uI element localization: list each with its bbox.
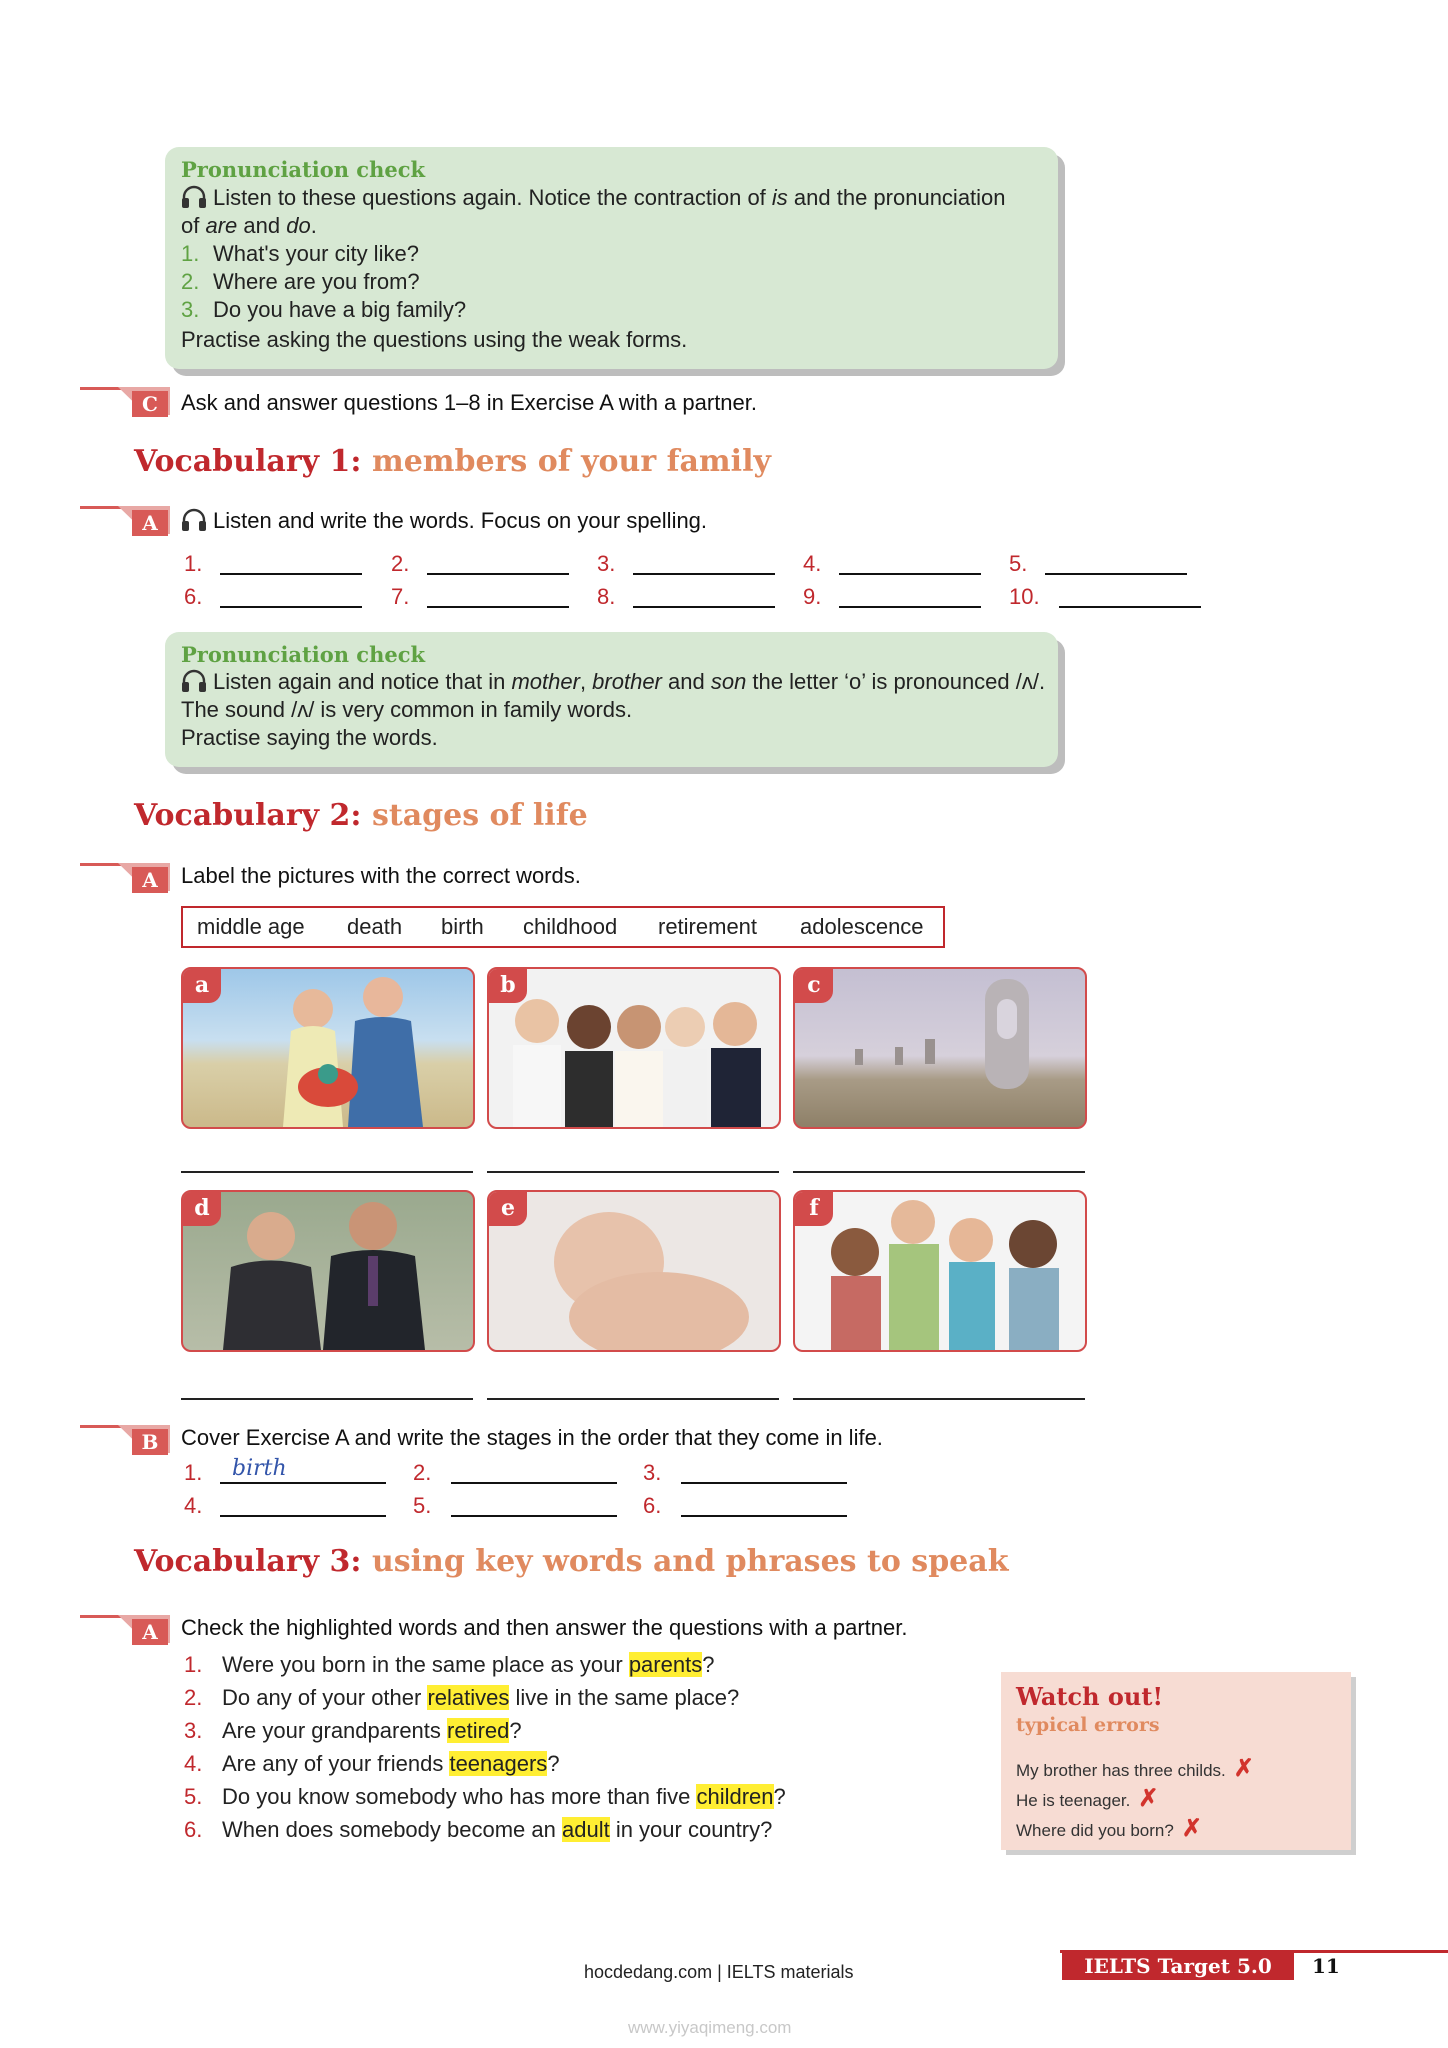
- word-box: [181, 906, 945, 948]
- answer-blank[interactable]: [184, 584, 202, 610]
- error-text: My brother has three childs.: [1016, 1761, 1226, 1780]
- highlighted-word: adult: [561, 1817, 610, 1842]
- answer-blank[interactable]: [803, 551, 821, 577]
- question-text: Were you born in the same place as your: [222, 1652, 629, 1677]
- error-text: He is teenager.: [1016, 1791, 1131, 1810]
- blank-number: 4.: [803, 551, 822, 576]
- order-blank[interactable]: [643, 1493, 661, 1519]
- word-item: death: [347, 914, 403, 939]
- exercise-instruction: Label the pictures with the correct words.: [181, 863, 581, 888]
- error-text: Where did you born?: [1016, 1821, 1174, 1840]
- order-blank[interactable]: [184, 1456, 287, 1486]
- exercise-tab-b: [80, 1422, 170, 1454]
- blank-number: 9.: [803, 584, 822, 609]
- watch-out-subtitle: typical errors: [1016, 1714, 1160, 1736]
- word-item: retirement: [658, 914, 758, 939]
- blank-number: 2.: [413, 1460, 432, 1485]
- blank-number: 1.: [184, 551, 203, 576]
- intro2-word-do: do: [286, 213, 311, 238]
- blank-number: 8.: [597, 584, 616, 609]
- exercise-tab-a: [80, 1612, 170, 1644]
- blank-number: 6.: [643, 1493, 662, 1518]
- item-number: 3.: [181, 297, 200, 322]
- intro2-word-are: are: [205, 213, 238, 238]
- question-item: [184, 1718, 522, 1744]
- photo-businessmen: [183, 1192, 473, 1350]
- typical-error: [1016, 1814, 1202, 1843]
- pronunciation-item: [181, 241, 419, 267]
- answer-blank[interactable]: [184, 551, 202, 577]
- section-heading-vocab2: [134, 798, 588, 833]
- exercise-letter: A: [132, 510, 168, 536]
- typical-error: [1016, 1784, 1158, 1813]
- line-text: the letter ‘o’ is pronounced /ʌ/.: [746, 669, 1046, 694]
- blank-number: 5.: [1009, 551, 1028, 576]
- question-text: Do you know somebody who has more than five: [222, 1784, 697, 1809]
- intro-word-is: is: [771, 185, 788, 210]
- word-item: childhood: [523, 914, 618, 939]
- item-text: What's your city like?: [213, 241, 419, 266]
- exercise-instruction: Check the highlighted words and then answer the questions with a partner.: [181, 1615, 908, 1640]
- picture-label: d: [183, 1192, 221, 1226]
- watch-out-box: [1001, 1672, 1351, 1850]
- highlighted-word: relatives: [427, 1685, 510, 1710]
- exercise-tab-a: [80, 860, 170, 892]
- item-text: Do you have a big family?: [213, 297, 467, 322]
- picture-label: e: [489, 1192, 527, 1226]
- photo-retired-couple: [183, 969, 473, 1127]
- intro-text: Listen to these questions again. Notice the contraction of: [213, 185, 772, 210]
- item-text: Where are you from?: [213, 269, 420, 294]
- pronunciation-line: Practise saying the words.: [181, 725, 438, 750]
- section-topic: stages of life: [371, 798, 588, 833]
- answer-blank[interactable]: [597, 584, 615, 610]
- page-number: 11: [1312, 1954, 1340, 1978]
- exercise-tab-a: [80, 503, 170, 535]
- blank-number: 6.: [184, 584, 203, 609]
- picture-label: a: [183, 969, 221, 1003]
- line-text: and: [661, 669, 711, 694]
- item-number: 1.: [181, 241, 200, 266]
- question-text: Do any of your other: [222, 1685, 428, 1710]
- blank-number: 3.: [643, 1460, 662, 1485]
- word-brother: brother: [592, 669, 662, 694]
- exercise-letter: A: [132, 867, 168, 893]
- exercise-instruction: Cover Exercise A and write the stages in the order that they come in life.: [181, 1425, 883, 1450]
- question-number: 4.: [184, 1751, 203, 1776]
- question-number: 6.: [184, 1817, 203, 1842]
- footer-book-title: IELTS Target 5.0: [1062, 1952, 1294, 1980]
- section-label: Vocabulary 2:: [134, 798, 362, 833]
- picture-d: [181, 1190, 475, 1352]
- section-heading-vocab1: [134, 444, 771, 479]
- section-heading-vocab3: [134, 1544, 1009, 1579]
- answer-blank[interactable]: [391, 584, 409, 610]
- word-item: middle age: [197, 914, 305, 939]
- blank-number: 2.: [391, 551, 410, 576]
- section-label: Vocabulary 1:: [134, 444, 362, 479]
- question-text: ?: [509, 1718, 522, 1743]
- answer-blank[interactable]: [597, 551, 615, 577]
- question-item: [184, 1652, 714, 1678]
- pronunciation-title: Pronunciation check: [181, 157, 426, 182]
- headphones-icon[interactable]: [181, 508, 207, 532]
- section-topic: members of your family: [371, 444, 771, 479]
- exercise-c-instruction: Ask and answer questions 1–8 in Exercise A with a partner.: [181, 390, 757, 415]
- pronunciation-intro: [181, 185, 1006, 211]
- question-item: [184, 1751, 560, 1777]
- intro2-text: of: [181, 213, 206, 238]
- answer-blank[interactable]: [1009, 584, 1040, 610]
- question-item: [184, 1784, 786, 1810]
- question-number: 3.: [184, 1718, 203, 1743]
- blank-number: 3.: [597, 551, 616, 576]
- headphones-icon[interactable]: [181, 185, 207, 209]
- photo-children: [489, 969, 779, 1127]
- word-mother: mother: [511, 669, 580, 694]
- typical-error: [1016, 1754, 1254, 1783]
- item-number: 2.: [181, 269, 200, 294]
- blank-number: 10.: [1009, 584, 1040, 609]
- answer-blank[interactable]: [391, 551, 409, 577]
- question-text: live in the same place?: [509, 1685, 740, 1710]
- pronunciation-footer: Practise asking the questions using the weak forms.: [181, 327, 688, 352]
- intro2-text-and: and: [237, 213, 287, 238]
- cross-mark-icon: ✗: [1138, 1785, 1159, 1812]
- exercise-instruction: [181, 508, 707, 534]
- headphones-icon[interactable]: [181, 669, 207, 693]
- question-number: 2.: [184, 1685, 203, 1710]
- blank-number: 7.: [391, 584, 410, 609]
- photo-graveyard: [795, 969, 1085, 1127]
- answer-line[interactable]: [181, 1398, 473, 1400]
- question-text: ?: [547, 1751, 560, 1776]
- answer-line[interactable]: [181, 1171, 473, 1173]
- answer-line[interactable]: [487, 1398, 779, 1400]
- photo-baby: [489, 1192, 779, 1350]
- pronunciation-intro-line2: [181, 213, 317, 239]
- exercise-letter: A: [132, 1619, 168, 1645]
- answer-line[interactable]: [487, 1171, 779, 1173]
- handwritten-answer: birth: [232, 1456, 287, 1481]
- exercise-letter: C: [132, 391, 168, 417]
- footer-site: hocdedang.com | IELTS materials: [584, 1962, 854, 1982]
- pronunciation-line: [181, 669, 1045, 695]
- pronunciation-item: [181, 269, 420, 295]
- picture-e: [487, 1190, 781, 1352]
- word-item: adolescence: [800, 914, 924, 939]
- highlighted-word: parents: [628, 1652, 703, 1677]
- picture-label: f: [795, 1192, 833, 1226]
- answer-blank[interactable]: [1009, 551, 1027, 577]
- picture-a: [181, 967, 475, 1129]
- picture-b: [487, 967, 781, 1129]
- blank-number: 5.: [413, 1493, 432, 1518]
- exercise-letter: B: [132, 1429, 168, 1455]
- order-blank[interactable]: [413, 1493, 431, 1519]
- line-text: ,: [579, 669, 593, 694]
- picture-c: [793, 967, 1087, 1129]
- exercise-tab-c: [80, 384, 170, 416]
- intro2-text-end: .: [310, 213, 317, 238]
- watermark: www.yiyaqimeng.com: [628, 2018, 792, 2037]
- question-text: ?: [702, 1652, 715, 1677]
- pronunciation-line: The sound /ʌ/ is very common in family words.: [181, 697, 633, 722]
- highlighted-word: teenagers: [449, 1751, 548, 1776]
- cross-mark-icon: ✗: [1181, 1815, 1202, 1842]
- watch-out-title: Watch out!: [1016, 1682, 1163, 1711]
- order-blank[interactable]: [413, 1460, 431, 1486]
- instruction-text: Listen and write the words. Focus on your spelling.: [213, 508, 708, 533]
- pronunciation-item: [181, 297, 466, 323]
- answer-blank[interactable]: [803, 584, 821, 610]
- section-topic: using key words and phrases to speak: [371, 1544, 1009, 1579]
- order-blank[interactable]: [643, 1460, 661, 1486]
- order-blank[interactable]: [184, 1493, 202, 1519]
- word-item: birth: [441, 914, 484, 939]
- pronunciation-title: Pronunciation check: [181, 642, 426, 667]
- picture-label: b: [489, 969, 527, 1003]
- picture-f: [793, 1190, 1087, 1352]
- question-number: 1.: [184, 1652, 203, 1677]
- question-text: When does somebody become an: [222, 1817, 562, 1842]
- intro-text-cont: and the pronunciation: [787, 185, 1006, 210]
- blank-number: 1.: [184, 1460, 203, 1485]
- blank-number: 4.: [184, 1493, 203, 1518]
- question-text: in your country?: [609, 1817, 773, 1842]
- highlighted-word: children: [696, 1784, 774, 1809]
- answer-line[interactable]: [793, 1398, 1085, 1400]
- question-item: [184, 1685, 739, 1711]
- pronunciation-check-box: [165, 147, 1058, 369]
- highlighted-word: retired: [447, 1718, 510, 1743]
- question-number: 5.: [184, 1784, 203, 1809]
- line-text: Listen again and notice that in: [213, 669, 512, 694]
- pronunciation-check-box: [165, 632, 1058, 767]
- question-text: Are any of your friends: [222, 1751, 450, 1776]
- section-label: Vocabulary 3:: [134, 1544, 362, 1579]
- answer-line[interactable]: [793, 1171, 1085, 1173]
- cross-mark-icon: ✗: [1233, 1755, 1254, 1782]
- question-text: ?: [773, 1784, 786, 1809]
- question-item: [184, 1817, 772, 1843]
- photo-teenagers: [795, 1192, 1085, 1350]
- picture-label: c: [795, 969, 833, 1003]
- question-text: Are your grandparents: [222, 1718, 448, 1743]
- word-son: son: [710, 669, 747, 694]
